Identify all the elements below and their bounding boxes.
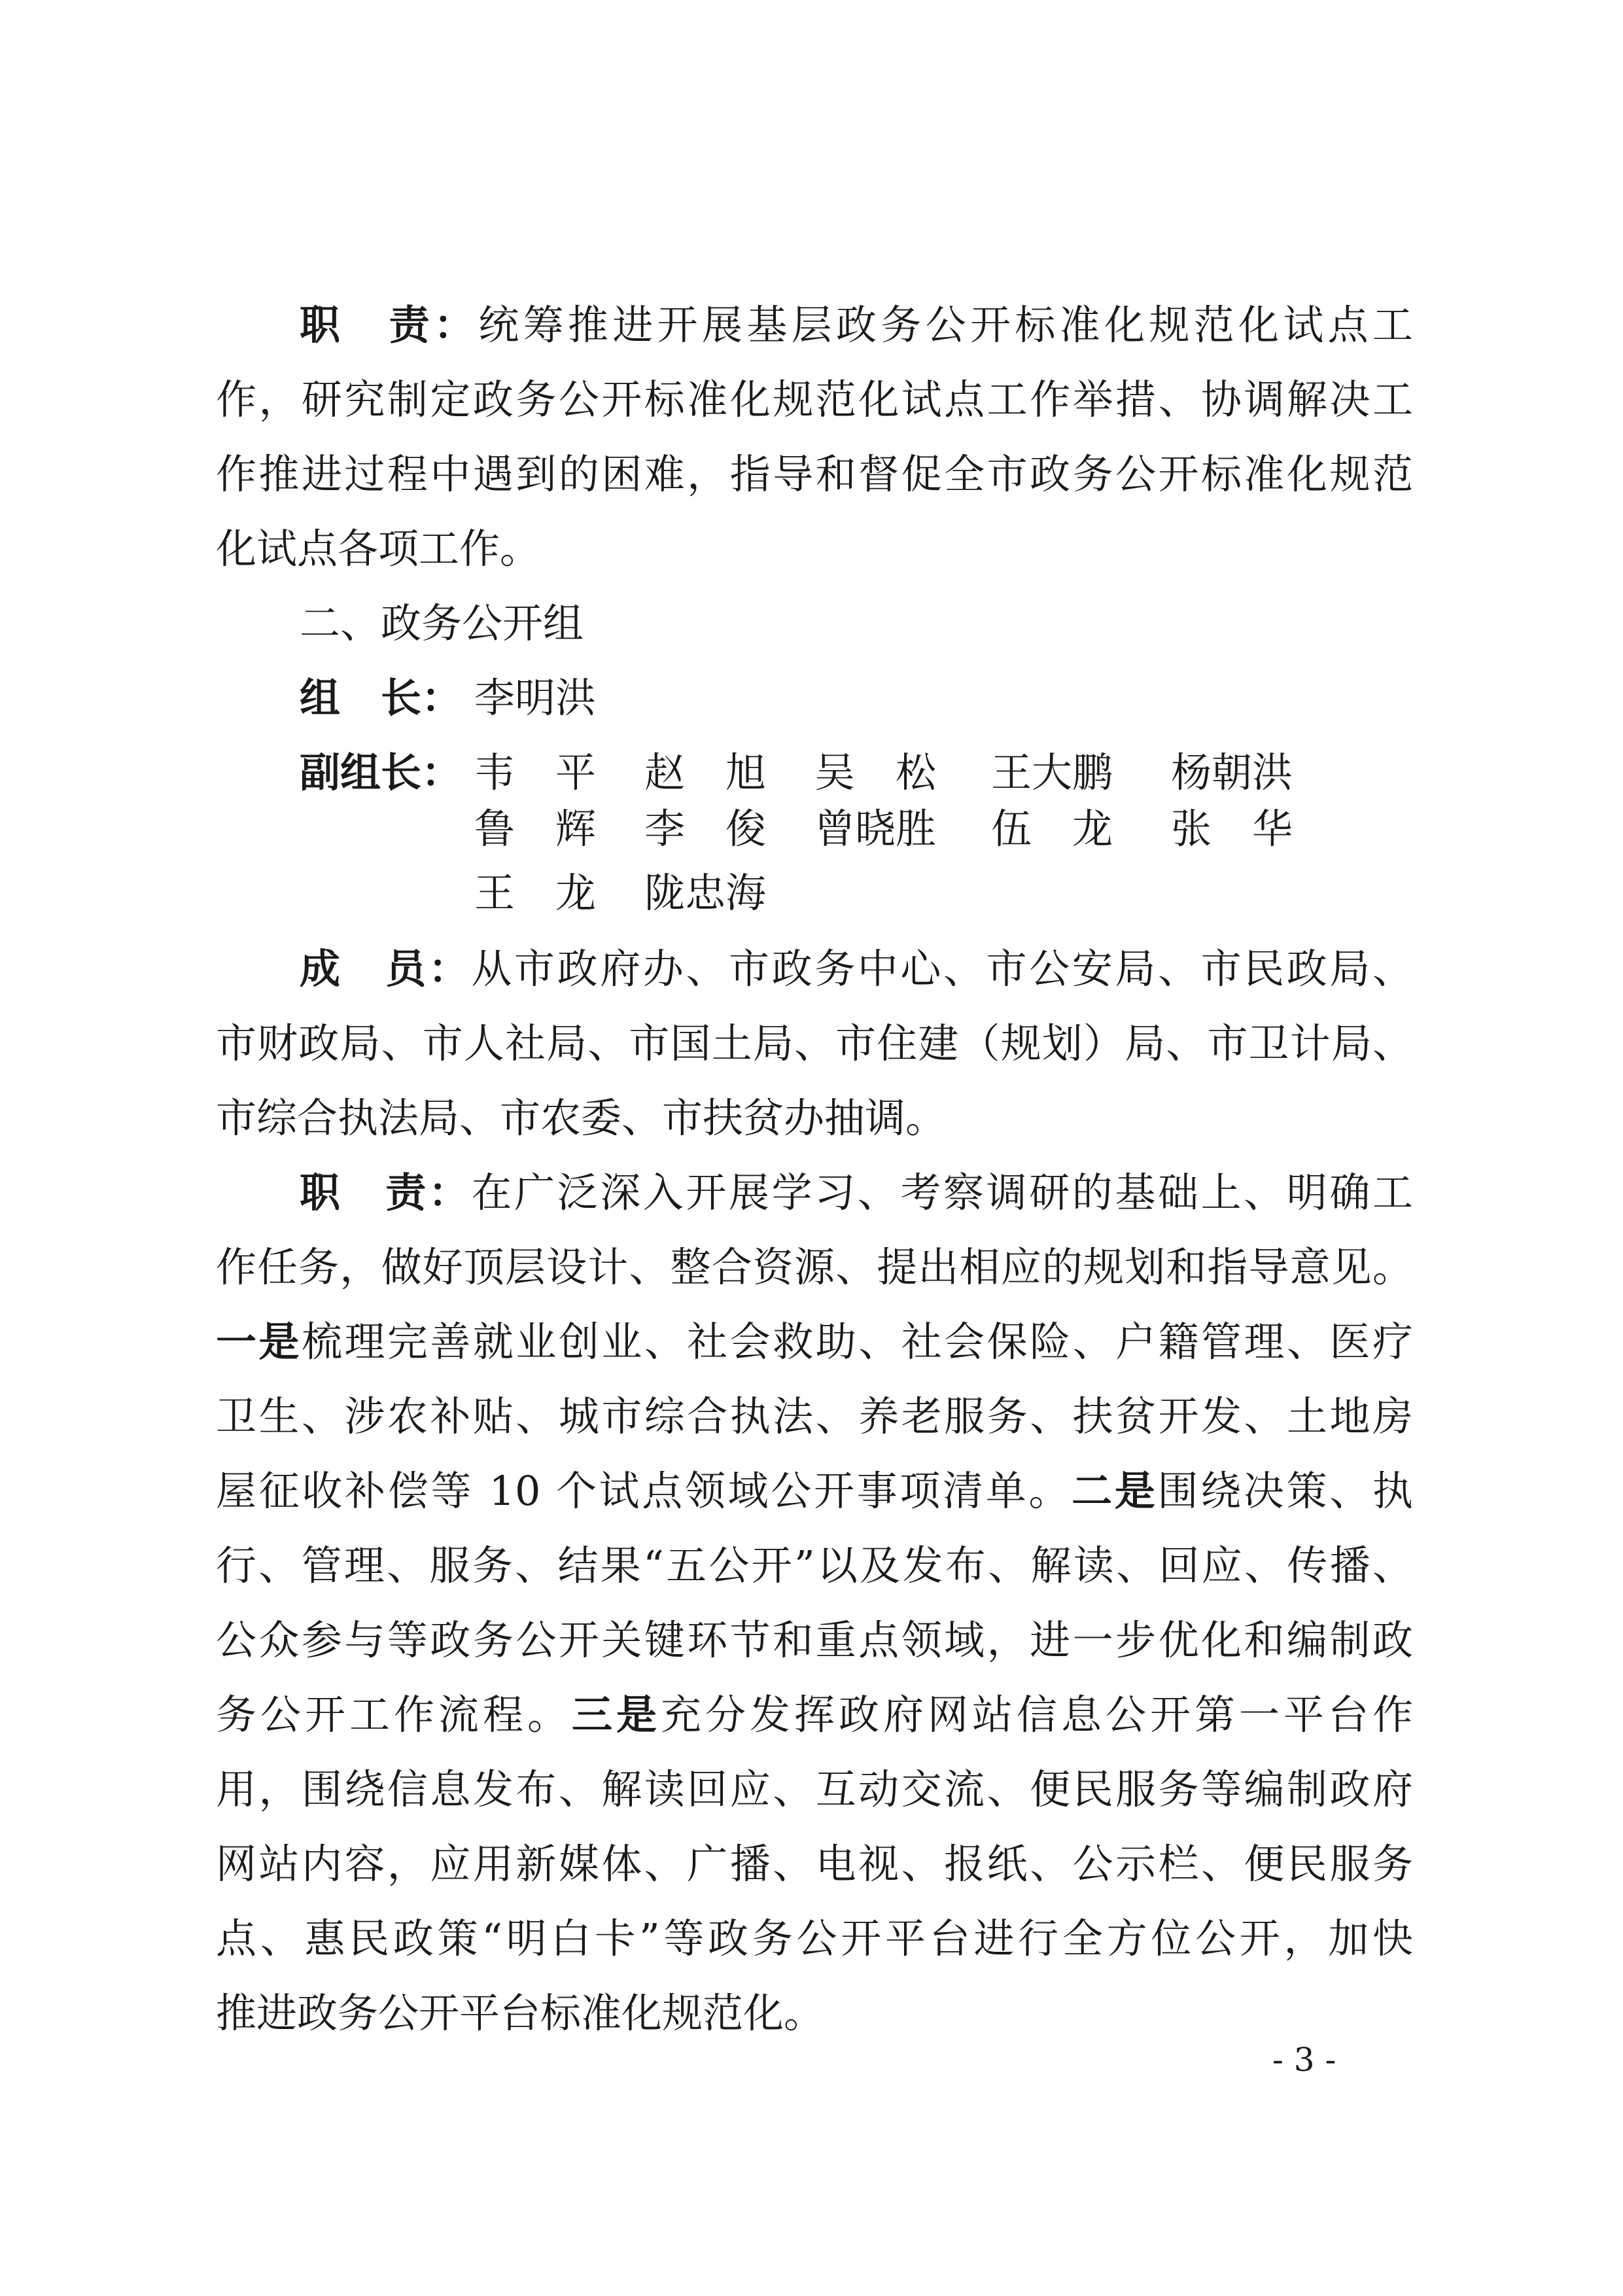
duty-paragraph-2-line-8 xyxy=(216,1691,1413,1739)
duty-paragraph-2-line-12: 推进政务公开平台标准化规范化。 xyxy=(216,1989,825,2037)
text: 在广泛深入开展学习、考察调研的基础上、明确工 xyxy=(471,1169,1413,1216)
page-number: - 3 - xyxy=(1272,2041,1336,2079)
deputy-name: 王 龙 xyxy=(474,869,597,917)
duty-paragraph-2-line-10: 网站内容，应用新媒体、广播、电视、报纸、公示栏、便民服务 xyxy=(216,1840,1413,1888)
duty-paragraph-1-line-2: 作，研究制定政务公开标准化规范化试点工作举措、协调解决工 xyxy=(216,376,1413,423)
members-line-2: 市财政局、市人社局、市国土局、市住建（规划）局、市卫计局、 xyxy=(216,1019,1413,1067)
deputy-name: 赵 旭 xyxy=(644,749,767,796)
duty-paragraph-2-line-11: 点、惠民政策“明白卡”等政务公开平台进行全方位公开，加快 xyxy=(216,1915,1413,1962)
text: 统筹推进开展基层政务公开标准化规范化试点工 xyxy=(478,301,1413,349)
text: 围绕决策、执 xyxy=(1157,1467,1413,1515)
deputy-name: 李 俊 xyxy=(644,805,767,853)
duty-paragraph-2-line-1 xyxy=(300,1169,1413,1216)
text: 屋征收补偿等 10 个试点领域公开事项清单。 xyxy=(216,1467,1072,1515)
duty-paragraph-2-line-4: 卫生、涉农补贴、城市综合执法、养老服务、扶贫开发、土地房 xyxy=(216,1392,1413,1440)
duty-paragraph-2-line-7: 公众参与等政务公开关键环节和重点领域，进一步优化和编制政 xyxy=(216,1616,1413,1664)
text: 梳理完善就业创业、社会救助、社会保险、户籍管理、医疗 xyxy=(301,1318,1413,1366)
deputy-name: 伍 龙 xyxy=(991,805,1113,853)
duty-paragraph-1-line-1 xyxy=(300,301,1413,349)
section-heading: 二、政务公开组 xyxy=(300,599,584,647)
leader-label: 组 长： xyxy=(300,674,462,722)
deputy-name: 陇忠海 xyxy=(644,869,767,917)
deputy-name: 鲁 辉 xyxy=(474,805,597,853)
deputy-name: 韦 平 xyxy=(474,749,597,796)
duty-paragraph-2-line-3 xyxy=(216,1318,1413,1366)
duty-paragraph-2-line-2: 作任务，做好顶层设计、整合资源、提出相应的规划和指导意见。 xyxy=(216,1243,1413,1291)
duty-paragraph-1-line-4: 化试点各项工作。 xyxy=(216,525,541,573)
deputy-name: 吴 松 xyxy=(814,749,937,796)
point-label: 三是 xyxy=(572,1691,661,1739)
members-label: 成 员： xyxy=(300,945,472,993)
deputy-name: 王大鹏 xyxy=(991,749,1113,796)
duty-label: 职 责： xyxy=(300,301,479,349)
point-label: 一是 xyxy=(216,1318,302,1366)
text: 充分发挥政府网站信息公开第一平台作 xyxy=(661,1691,1413,1739)
duty-label: 职 责： xyxy=(300,1169,472,1216)
text: 从市政府办、市政务中心、市公安局、市民政局、 xyxy=(471,945,1413,993)
members-line-3: 市综合执法局、市农委、市扶贫办抽调。 xyxy=(216,1094,947,1142)
duty-paragraph-2-line-5 xyxy=(216,1467,1413,1515)
duty-paragraph-2-line-9: 用，围绕信息发布、解读回应、互动交流、便民服务等编制政府 xyxy=(216,1765,1413,1813)
text: 务公开工作流程。 xyxy=(216,1691,572,1739)
deputy-name: 杨朝洪 xyxy=(1171,749,1293,796)
members-line-1 xyxy=(300,945,1413,993)
deputy-label: 副组长： xyxy=(300,749,462,796)
point-label: 二是 xyxy=(1072,1467,1158,1515)
duty-paragraph-1-line-3: 作推进过程中遇到的困难，指导和督促全市政务公开标准化规范 xyxy=(216,450,1413,498)
deputy-name: 曾晓胜 xyxy=(814,805,937,853)
deputy-name: 张 华 xyxy=(1171,805,1293,853)
leader-name: 李明洪 xyxy=(474,674,597,722)
duty-paragraph-2-line-6: 行、管理、服务、结果“五公开”以及发布、解读、回应、传播、 xyxy=(216,1542,1413,1589)
